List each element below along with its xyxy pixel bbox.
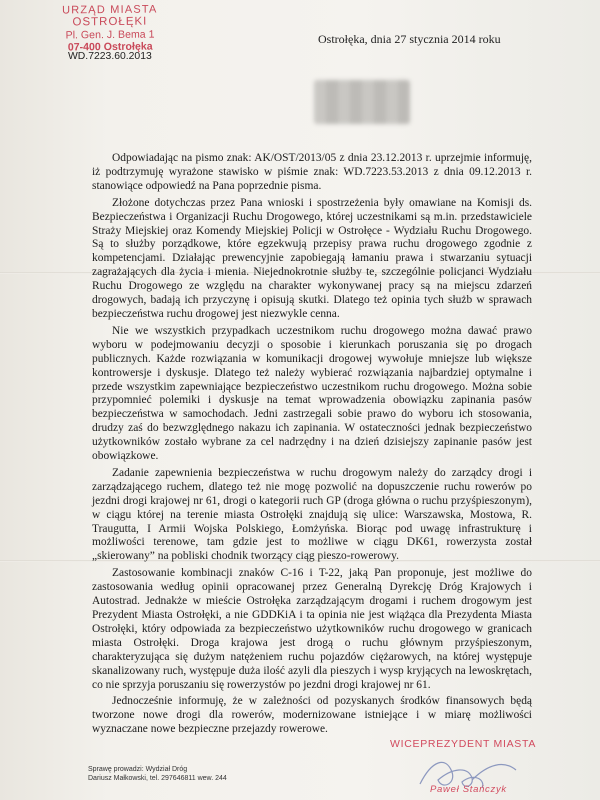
stamp-line: 07-400 Ostrołęka [67, 40, 153, 54]
office-stamp [46, 3, 175, 54]
paragraph: Złożone dotychczas przez Pana wnioski i spostrzeżenia były omawiane na Komisji ds. Bezpieczeństwa i Organizacji Ruchu Drogowego, której uczestnikami są m.in. przedstawiciele Straży Miejskiej oraz Komendy Miejskiej Policji w Ostrołęce - Wydziału Ruchu Drogowego. Są to służby porządkowe, które egzekwują przepisy prawa ruchu drogowego zgodnie z kompetencjami. Działając prewencyjnie zapobiegają łamaniu prawa i stwarzaniu sytuacji zagrażających dla życia i mienia. Niejednokrotnie służby te, szczególnie policjanci Wydziału Ruchu Drogowego ze względu na charakter wykonywanej pracy są na miejscu zdarzeń drogowych, badają ich przyczynę i opisują skutki. Dlatego też opinia tych służb w sprawach bezpieczeństwa ruchu drogowej jest niezwykle cenna. [92, 196, 532, 320]
signatory-name: Paweł Stańczyk [430, 784, 507, 795]
paragraph: Zastosowanie kombinacji znaków C-16 i T-22, jaką Pan proponuje, jest możliwe do zastosowania według opinii opracowanej przez Generalną Dyrekcję Dróg Krajowych i Autostrad. Jednakże w mieście Ostrołęka zarządzającym drogami i ruchem drogowym jest Prezydent Miasta Ostrołęki, a nie GDDKiA i ta opinia nie jest wiążąca dla Prezydenta Miasta Ostrołęki, który odpowiada za bezpieczeństwo użytkowników ruchu drogowego w granicach miasta Ostrołęki. Droga krajowa jest drogą o ruchu głównym przyśpieszonym, charakteryzująca się dużym natężeniem ruchu pojazdów ciężarowych, na której występuje skanalizowany ruch, występuje duża ilość azyli dla pieszych i wysp kryjących na lewoskrętach, co nie sprzyja poruszaniu się rowerzystów po jezdni drogi krajowej nr 61. [92, 567, 532, 691]
redacted-addressee [314, 80, 410, 124]
case-handler [88, 766, 227, 783]
stamp-line: OSTROŁĘKI [72, 16, 148, 29]
place-and-date: Ostrołęka, dnia 27 stycznia 2014 roku [318, 32, 501, 46]
stamp-line: URZĄD MIASTA [61, 3, 158, 17]
paragraph: Zadanie zapewnienia bezpieczeństwa w ruchu drogowym należy do zarządcy drogi i zarządzającego ruchem, dlatego też nie mogę pozwolić na dopuszczenie ruchu rowerów po jezdni drogi krajowej nr 61, drogi o kategorii ruch GP (droga główna o ruchu przyśpieszonym), w ciągu której na terenie miasta Ostrołęki znajdują się ulice: Warszawska, Mostowa, R. Traugutta, I Armii Wojska Polskiego, Łomżyńska. Biorąc pod uwagę infrastrukturę i możliwości terenowe, tam gdzie jest to możliwe w ciągu DK61, rowerzysta został „skierowany” na pobliski chodnik tworzący ciąg pieszo-rowerowy. [92, 466, 532, 563]
stamp-line: Pl. Gen. J. Bema 1 [65, 28, 155, 42]
signatory-title: WICEPREZYDENT MIASTA [390, 738, 537, 750]
paragraph: Jednocześnie informuję, że w zależności od pozyskanych środków finansowych będą tworzone nowe drogi dla rowerów, modernizowane istniejące i w miarę możliwości wyznaczane nowe bezpieczne przejazdy rowerowe. [92, 695, 532, 736]
footer-line: Sprawę prowadzi: Wydział Dróg [88, 766, 188, 773]
paragraph: Nie we wszystkich przypadkach uczestnikom ruchu drogowego można dawać prawo wyboru w podejmowaniu decyzji o sposobie i kierunkach poruszania się po drogach publicznych. Każde rozwiązania w komunikacji drogowej wywołuje mniejsze lub większe kontrowersje i dyskusje. Dlatego też należy wybierać rozwiązania najbardziej optymalne i przede wszystkim zapewniające bezpieczeństwo uczestnikom ruchu drogowego. Można sobie przypomnieć polemiki i dyskusje na temat wprowadzenia obowiązku zapinania pasów bezpieczeństwa w samochodach. Jedni zastrzegali sobie prawo do wyboru ich stosowania, drudzy zaś do bezwzględnego nakazu ich zapinania. W ostateczności jednak bezpieczeństwo użytkowników zostało wybrane za cel nadrzędny i na dzień dzisiejszy zapinanie pasów jest obowiązkowe. [92, 324, 532, 463]
letter-body [92, 152, 532, 740]
paragraph: Odpowiadając na pismo znak: AK/OST/2013/05 z dnia 23.12.2013 r. uprzejmie informuję, iż podtrzymuję wyrażone stawisko w piśmie znak: WD.7223.53.2013 z dnia 09.12.2013 r. stanowiące odpowiedź na Pana poprzednie pisma. [92, 152, 532, 192]
reference-number: WD.7223.60.2013 [68, 51, 152, 62]
footer-line: Dariusz Małkowski, tel. 297646811 wew. 244 [88, 774, 227, 782]
